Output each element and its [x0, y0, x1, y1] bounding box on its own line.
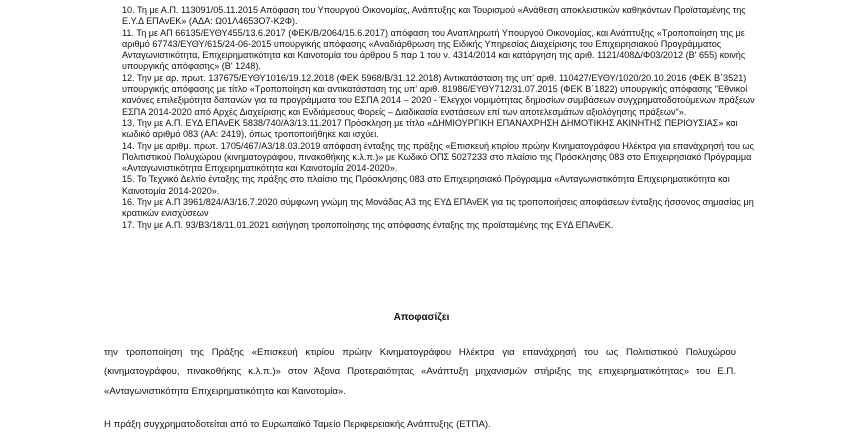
recitals-list [122, 5, 762, 231]
decision-paragraph: την τροποποίηση της Πράξης «Επισκευή κτιρίου πρώην Κινηματογράφου Ηλέκτρα για επανάχρησή του ως Πολιτιστικού Πολυχώρου (κινηματογράφου, πινακοθήκης κ.λ.π.)» στον Άξονα Προτεραιότητας «Ανάπτυξη μηχανισμών στήριξης της επιχειρηματικότητας» του Ε.Π. «Ανταγωνιστικότητα Επιχειρηματικότητα και Καινοτομία». [104, 346, 736, 397]
recital-item-17: 17. Την με Α.Π. 93/Β3/18/11.01.2021 εισήγηση τροποποίησης της απόφασης ένταξης της προϊσταμένης της ΕΥΔ ΕΠΑνΕΚ. [122, 219, 614, 230]
recital-item-13: 13. Την με Α.Π. ΕΥΔ ΕΠΑνΕΚ 5838/740/Α3/13.11.2017 Πρόσκληση με τίτλο «ΔΗΜΙΟΥΡΓΙΚΗ ΕΠΑΝΑΧΡΗΣΗ ΔΗΜΟΤΙΚΗΣ ΑΚΙΝΗΤΗΣ ΠΕΡΙΟΥΣΙΑΣ» και κωδικό αριθμό 083 (ΑΑ: 2419), όπως τροποποιήθηκε και ισχύει. [122, 117, 738, 140]
recital-item-14: 14. Την με αριθμ. πρωτ. 1705/467/Α3/18.03.2019 απόφαση ένταξης της πράξης «Επισκευή κτιρίου πρώην Κινηματογράφου Ηλέκτρα για επανάχρησή του ως Πολιτιστικού Πολυχώρου (κινηματογράφου, πινακοθήκης κ.λ.π.)» με Κωδικό ΟΠΣ 5027233 στο πλαίσιο της Πρόσκλησης 083 στο Επιχειρησιακό Πρόγραμμα «Ανταγωνιστικότητα Επιχειρηματικότητα και Καινοτομία 2014-2020». [122, 140, 754, 174]
decision-heading: Αποφασίζει [393, 312, 450, 323]
recital-item-10: 10. Τη με Α.Π. 113091/05.11.2015 Απόφαση του Υπουργού Οικονομίας, Ανάπτυξης και Τουρισμού «Ανάθεση αποκλειστικών καθηκόντων Προϊσταμένης της Ε.Υ.Δ ΕΠΑνΕΚ» (ΑΔΑ: Ω01Λ4653Ο7-Κ2Φ). [122, 5, 746, 27]
funding-paragraph: Η πράξη συγχρηματοδοτείται από το Ευρωπαϊκό Ταμείο Περιφερειακής Ανάπτυξης (ΕΤΠΑ). [104, 418, 491, 430]
recital-item-11: 11. Τη με ΑΠ 66135/ΕΥΘΥ455/13.6.2017 (ΦΕΚ/Β/2064/15.6.2017) απόφαση του Αναπληρωτή Υπουργού Οικονομίας, και Ανάπτυξης «Τροποποίηση της με αριθμό 67743/ΕΥΘΥ/615/24-06-2015 υπουργικής απόφασης «Αναδιάρθρωση της Ειδικής Υπηρεσίας Διαχείρισης του Επιχειρησιακού Προγράμματος Ανταγωνιστικότητα, Επιχειρηματικότητα και Καινοτομία του άρθρου 5 παρ 1 του ν. 4314/2014 και κατάργηση της αριθ. 1121/408Δ/Φ03/2012 (Β' 655) κοινής υπουργικής απόφασης» (Β' 1248). [122, 27, 746, 72]
recital-item-16: 16. Την με Α.Π 3961/824/Α3/16.7.2020 σύμφωνη γνώμη της Μονάδας Α3 της ΕΥΔ ΕΠΑνΕΚ για τις τροποποιήσεις αποφάσεων ένταξης ήσσονος σημασίας μη κρατικών ενισχύσεων [122, 197, 754, 219]
recital-item-15: 15. Το Τεχνικό Δελτίο ένταξης της πράξης στο πλαίσιο της Πρόσκλησης 083 στο Επιχειρησιακό Πρόγραμμα «Ανταγωνιστικότητα Επιχειρηματικότητα και Καινοτομία 2014-2020». [122, 174, 730, 196]
recital-item-12: 12. Την με αρ. πρωτ. 137675/ΕΥΘΥ1016/19.12.2018 (ΦΕΚ 5968/Β/31.12.2018) Αντικατάσταση της υπ' αριθ. 110427/ΕΥΘΥ/1020/20.10.2016 (ΦΕΚ Β΄3521) υπουργικής απόφασης με τίτλο «Τροποποίηση και αντικατάσταση της υπ' αριθ. 81986/ΕΥΘΥ712/31.07.2015 (ΦΕΚ Β΄1822) υπουργικής απόφασης "Εθνικοί κανόνες επιλεξιμότητα δαπανών για τα προγράμματα του ΕΣΠΑ 2014 – 2020 - Έλεγχοι νομιμότητας δημοσίων συμβάσεων συγχρηματοδοτούμενων πράξεων ΕΣΠΑ 2014-2020 από Αρχές Διαχείρισης και Ενδιάμεσους Φορείς – Διαδικασία ενστάσεων επί των αποτελεσμάτων αξιολόγησης πράξεων"». [122, 72, 755, 117]
